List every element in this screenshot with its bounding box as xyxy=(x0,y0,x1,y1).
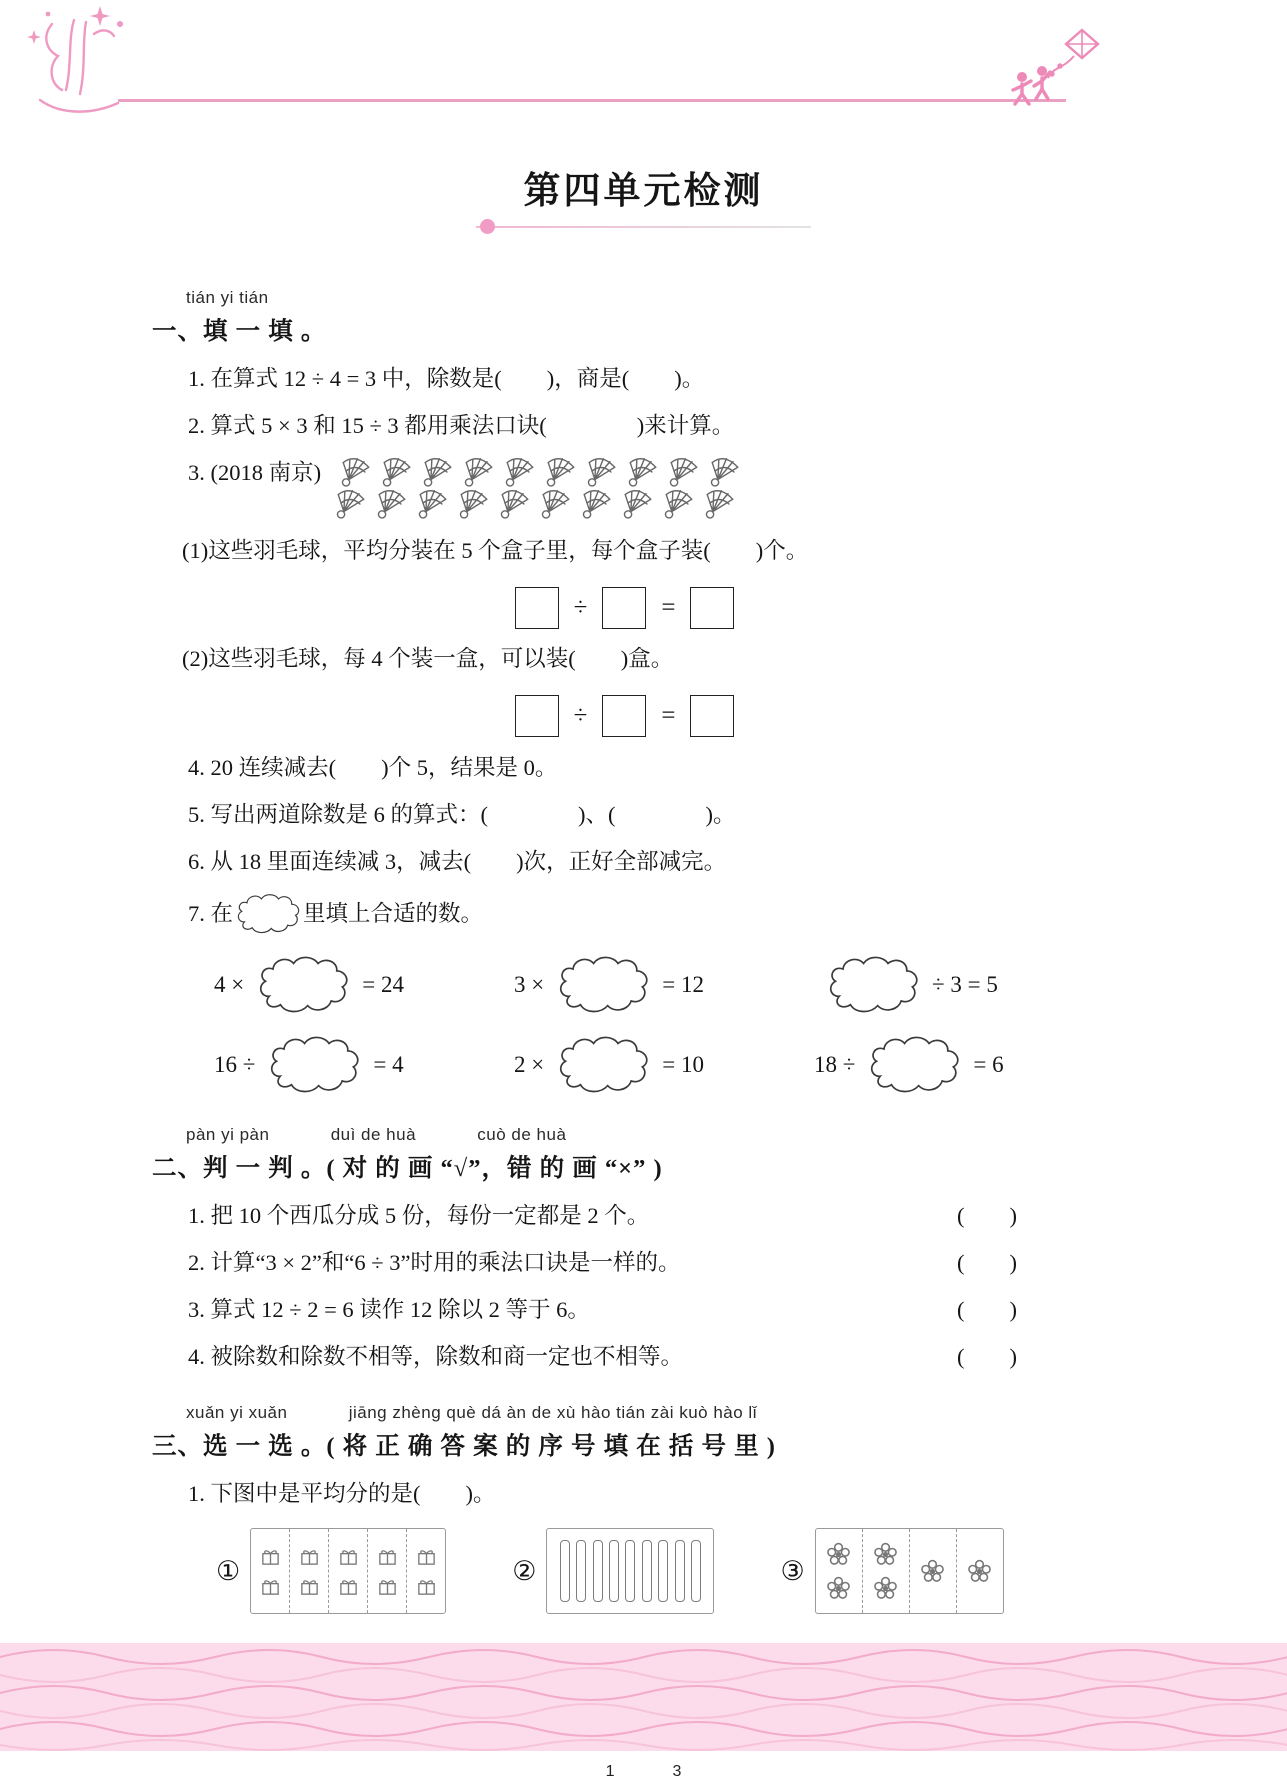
flower-equation: 4 × = 24 xyxy=(214,955,514,1015)
choose-options xyxy=(216,1528,1137,1614)
question-3-1: (1)这些羽毛球，平均分装在 5 个盒子里，每个盒子装( )个。 xyxy=(182,538,809,563)
option-3-picture xyxy=(815,1528,1004,1614)
worksheet-content xyxy=(0,228,1287,1614)
gift-box-icon xyxy=(376,1576,399,1597)
flower-column xyxy=(957,1529,1003,1613)
shuttlecock-icon xyxy=(706,455,743,489)
flower-equation: 16 ÷ = 4 xyxy=(214,1035,514,1095)
shuttlecock-icon xyxy=(619,487,656,521)
shuttlecock-icon xyxy=(373,487,410,521)
flower-column xyxy=(816,1529,863,1613)
shuttlecock-icon xyxy=(660,487,697,521)
shuttlecock-icon xyxy=(414,487,451,521)
gift-box-icon xyxy=(337,1546,360,1567)
title-underline xyxy=(476,226,811,228)
question-2: 2. 算式 5 × 3 和 15 ÷ 3 都用乘法口诀( )来计算。 xyxy=(188,413,735,438)
gift-box-icon xyxy=(337,1576,360,1597)
shuttlecock-icon xyxy=(537,487,574,521)
flower-equation: ÷ 3 = 5 xyxy=(814,955,998,1015)
flower-icon xyxy=(919,1558,946,1585)
answer-box xyxy=(602,695,646,737)
question-7 xyxy=(188,893,1137,935)
footer-wave-band xyxy=(0,1643,1287,1751)
divide-sign: ÷ xyxy=(573,702,588,729)
flower-blank-icon xyxy=(265,1035,363,1095)
judge-item: 4. 被除数和除数不相等，除数和商一定也不相等。 ( ) xyxy=(188,1341,1137,1373)
gift-column xyxy=(290,1529,329,1613)
gift-box-icon xyxy=(376,1546,399,1567)
flower-blank-icon xyxy=(554,955,652,1015)
gift-column xyxy=(251,1529,290,1613)
option-3-label: ③ xyxy=(780,1556,805,1586)
stick-icon xyxy=(675,1540,685,1602)
gift-box-icon xyxy=(298,1576,321,1597)
division-equation-blank xyxy=(152,587,1097,629)
flower-column xyxy=(910,1529,957,1613)
gift-box-icon xyxy=(259,1576,282,1597)
question-3 xyxy=(188,457,1137,521)
gift-column xyxy=(329,1529,368,1613)
flower-icon xyxy=(872,1541,899,1568)
flower-equations-row-2 xyxy=(214,1035,1137,1095)
option-1-picture xyxy=(250,1528,446,1614)
section-judge xyxy=(152,1119,1137,1373)
flower-equation: 2 × = 10 xyxy=(514,1035,814,1095)
header-rule xyxy=(118,99,1066,102)
answer-bracket: ( ) xyxy=(957,1344,1017,1369)
shuttlecock-icon xyxy=(542,455,579,489)
option-2 xyxy=(512,1528,714,1614)
equals-sign: = xyxy=(661,702,676,729)
shuttlecock-icon xyxy=(378,455,415,489)
question-7-suffix: 里填上合适的数。 xyxy=(303,901,484,926)
divide-sign: ÷ xyxy=(573,594,588,621)
pinyin-fill-in: tián yi tián xyxy=(186,288,269,307)
gift-box-icon xyxy=(415,1546,438,1567)
answer-box xyxy=(515,587,559,629)
section-choose xyxy=(152,1397,1137,1614)
flower-icon xyxy=(872,1575,899,1602)
flower-icon xyxy=(825,1575,852,1602)
question-6: 6. 从 18 里面连续减 3，减去( )次，正好全部减完。 xyxy=(188,849,727,874)
flower-blank-icon xyxy=(865,1035,963,1095)
stick-icon xyxy=(625,1540,635,1602)
stick-icon xyxy=(642,1540,652,1602)
answer-box xyxy=(515,695,559,737)
shuttlecock-icon xyxy=(455,487,492,521)
shuttlecock-icon xyxy=(332,487,369,521)
gift-box-icon xyxy=(259,1546,282,1567)
stick-icon xyxy=(609,1540,619,1602)
stick-icon xyxy=(691,1540,701,1602)
section-fill-in-heading: 一、填 一 填 。 xyxy=(152,318,327,345)
gift-column xyxy=(368,1529,407,1613)
option-2-picture xyxy=(546,1528,714,1614)
page-title: 第四单元检测 xyxy=(523,171,764,212)
flower-equation: 18 ÷ = 6 xyxy=(814,1035,1004,1095)
stick-icon xyxy=(593,1540,603,1602)
answer-bracket: ( ) xyxy=(957,1297,1017,1322)
shuttlecock-row xyxy=(337,455,743,489)
decoration-ribbon-stars-icon xyxy=(22,4,162,124)
page-header xyxy=(0,0,1287,132)
flower-equations-row-1 xyxy=(214,955,1137,1015)
gift-column xyxy=(407,1529,445,1613)
question-1: 1. 在算式 12 ÷ 4 = 3 中，除数是( )，商是( )。 xyxy=(188,366,705,391)
question-5: 5. 写出两道除数是 6 的算式：( )、( )。 xyxy=(188,802,736,827)
shuttlecock-icon xyxy=(460,455,497,489)
flower-blank-icon xyxy=(235,893,301,935)
page-numbers xyxy=(0,1763,1287,1781)
question-3-2: (2)这些羽毛球，每 4 个装一盒，可以装( )盒。 xyxy=(182,646,674,671)
flower-blank-icon xyxy=(824,955,922,1015)
answer-bracket: ( ) xyxy=(957,1250,1017,1275)
flower-icon xyxy=(966,1558,993,1585)
title-dot-icon xyxy=(480,219,495,234)
gift-box-icon xyxy=(415,1576,438,1597)
answer-box xyxy=(690,587,734,629)
division-equation-blank xyxy=(152,695,1097,737)
answer-box xyxy=(690,695,734,737)
question-7-prefix: 7. 在 xyxy=(188,901,234,926)
option-2-label: ② xyxy=(512,1556,537,1586)
shuttlecock-icon xyxy=(419,455,456,489)
option-1-label: ① xyxy=(216,1556,241,1586)
shuttlecock-icon xyxy=(583,455,620,489)
page-number-left: 1 xyxy=(605,1763,615,1780)
stick-icon xyxy=(658,1540,668,1602)
shuttlecock-picture-group xyxy=(337,455,743,521)
equals-sign: = xyxy=(661,594,676,621)
stick-icon xyxy=(560,1540,570,1602)
pinyin-judge: pàn yi pàn duì de huà cuò de huà xyxy=(186,1125,567,1144)
flower-equation: 3 × = 12 xyxy=(514,955,814,1015)
option-3 xyxy=(780,1528,1003,1614)
answer-box xyxy=(602,587,646,629)
shuttlecock-icon xyxy=(624,455,661,489)
page-number-right: 3 xyxy=(672,1763,682,1780)
choose-question-1: 1. 下图中是平均分的是( )。 xyxy=(188,1481,496,1506)
stick-icon xyxy=(576,1540,586,1602)
question-3-label: 3. (2018 南京) xyxy=(188,460,322,485)
shuttlecock-icon xyxy=(665,455,702,489)
flower-blank-icon xyxy=(554,1035,652,1095)
section-choose-heading: 三、选 一 选 。( 将 正 确 答 案 的 序 号 填 在 括 号 里 ) xyxy=(152,1433,776,1460)
shuttlecock-row xyxy=(332,487,743,521)
judge-item: 2. 计算“3 × 2”和“6 ÷ 3”时用的乘法口诀是一样的。 ( ) xyxy=(188,1247,1137,1279)
flower-icon xyxy=(825,1541,852,1568)
shuttlecock-icon xyxy=(578,487,615,521)
shuttlecock-icon xyxy=(701,487,738,521)
footer-waves-icon xyxy=(0,1643,1287,1751)
pinyin-choose: xuǎn yi xuǎn jiāng zhèng què dá àn de xù hào tián zài kuò hào lǐ xyxy=(186,1403,757,1422)
decoration-kids-kite-icon xyxy=(1000,26,1110,110)
shuttlecock-icon xyxy=(337,455,374,489)
question-4: 4. 20 连续减去( )个 5，结果是 0。 xyxy=(188,755,558,780)
shuttlecock-icon xyxy=(501,455,538,489)
option-1 xyxy=(216,1528,446,1614)
judge-item: 3. 算式 12 ÷ 2 = 6 读作 12 除以 2 等于 6。 ( ) xyxy=(188,1294,1137,1326)
judge-item: 1. 把 10 个西瓜分成 5 份，每份一定都是 2 个。 ( ) xyxy=(188,1200,1137,1232)
flower-column xyxy=(863,1529,910,1613)
shuttlecock-icon xyxy=(496,487,533,521)
flower-blank-icon xyxy=(254,955,352,1015)
section-judge-heading: 二、判 一 判 。( 对 的 画 “√”，错 的 画 “×” ) xyxy=(152,1155,663,1182)
gift-box-icon xyxy=(298,1546,321,1567)
answer-bracket: ( ) xyxy=(957,1203,1017,1228)
section-fill-in xyxy=(152,282,1137,1095)
